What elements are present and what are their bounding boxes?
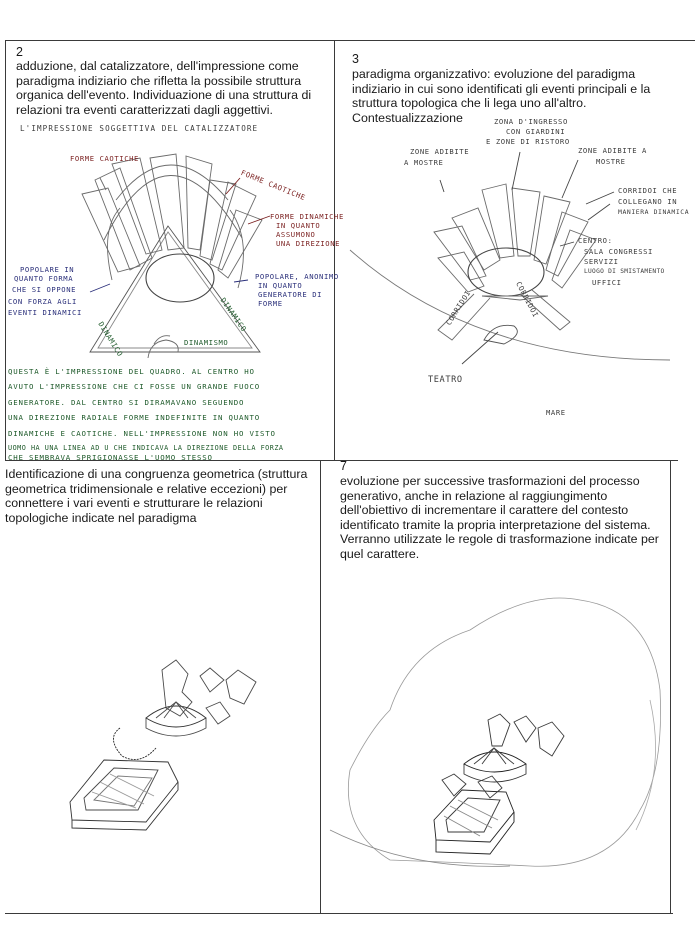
label-forme-dinamiche-2: IN QUANTO bbox=[276, 221, 321, 230]
label-centro-2: SALA CONGRESSI bbox=[584, 247, 653, 256]
label-zona-ingresso-3: E ZONE DI RISTORO bbox=[486, 137, 570, 146]
geometric-model-sketch bbox=[60, 652, 280, 852]
panel-description: paradigma organizzativo: evoluzione del paradigma indiziario in cui sono identificati gli eventi principali e la struttura topologica che li lega uno all'altro. Contestualizzazione bbox=[352, 67, 651, 125]
label-popolare-anonimo-4: FORME bbox=[258, 299, 283, 308]
label-popolare-forma-3: CHE SI OPPONE bbox=[12, 285, 77, 294]
label-mare: MARE bbox=[546, 408, 566, 417]
label-corridoi-right-3: MANIERA DINAMICA bbox=[618, 208, 690, 216]
label-corridoi-right-2: COLLEGANO IN bbox=[618, 197, 678, 206]
organization-sketch bbox=[334, 130, 694, 450]
label-dinamico-left: DINAMICO bbox=[96, 320, 125, 359]
label-dinamico-right: DINAMICO bbox=[218, 296, 249, 334]
grid-top-line bbox=[5, 40, 695, 41]
note-line: DINAMICHE E CAOTICHE. NELL'IMPRESSIONE NON HO VISTO bbox=[8, 428, 276, 438]
label-corridoi-left: CORRIDOI bbox=[444, 288, 473, 327]
note-line: CHE SEMBRAVA SPRIGIONASSE L'UOMO STESSO bbox=[8, 453, 213, 463]
grid-bottom-line bbox=[5, 913, 673, 914]
label-zone-mostre-right-2: MOSTRE bbox=[596, 157, 626, 166]
label-popolare-forma-5: EVENTI DINAMICI bbox=[8, 308, 82, 317]
label-centro-4: LUOGO DI SMISTAMENTO bbox=[584, 268, 665, 275]
label-zone-mostre-left-1: ZONE ADIBITE bbox=[410, 147, 470, 156]
label-zone-mostre-left-2: A MOSTRE bbox=[404, 158, 444, 167]
label-forme-caotiche-left: FORME CAOTICHE bbox=[70, 154, 139, 163]
sketch-title: L'IMPRESSIONE SOGGETTIVA DEL CATALIZZATORE bbox=[20, 124, 259, 133]
label-forme-dinamiche-1: FORME DINAMICHE bbox=[270, 212, 344, 221]
note-line: AVUTO L'IMPRESSIONE CHE CI FOSSE UN GRANDE FUOCO bbox=[8, 382, 260, 392]
label-dinamismo: DINAMISMO bbox=[184, 338, 229, 347]
label-zone-mostre-right-1: ZONE ADIBITE A bbox=[578, 146, 647, 155]
label-forme-dinamiche-4: UNA DIREZIONE bbox=[276, 239, 341, 248]
label-popolare-forma-1: POPOLARE IN bbox=[20, 265, 75, 274]
label-corridoi-center: CORRIDOI bbox=[514, 280, 541, 320]
panel-number: 3 bbox=[352, 52, 359, 66]
grid-right-line bbox=[670, 460, 671, 914]
label-zona-ingresso-1: ZONA D'INGRESSO bbox=[494, 117, 568, 126]
note-line: UNA DIREZIONE RADIALE FORME INDEFINITE IN QUANTO bbox=[8, 413, 260, 423]
panel-description: evoluzione per successive trasformazioni del processo generativo, anche in relazione al raggiungimento dell'obiettivo di incrementare il carattere del contesto identificato tramite la propria interpretazione del sistema. Verranno utilizzate le regole di trasformazione indicate per quel carattere. bbox=[340, 474, 659, 561]
label-corridoi-right-1: CORRIDOI CHE bbox=[618, 186, 678, 195]
label-popolare-anonimo-3: GENERATORE DI bbox=[258, 290, 323, 299]
label-popolare-forma-2: QUANTO FORMA bbox=[14, 274, 74, 283]
label-popolare-forma-4: CON FORZA AGLI bbox=[8, 297, 77, 306]
panel-description: adduzione, dal catalizzatore, dell'impressione come paradigma indiziario che rifletta la possibile struttura organica dell'evento. Individuazione di una struttura di relazioni tra eventi caratterizzati dagli aggettivi. bbox=[16, 59, 312, 117]
grid-vertical-divider-lower bbox=[320, 460, 321, 914]
label-zona-ingresso-2: CON GIARDINI bbox=[506, 127, 566, 136]
label-centro-3: SERVIZI bbox=[584, 257, 619, 266]
label-forme-dinamiche-3: ASSUMONO bbox=[276, 230, 316, 239]
note-line: UOMO HA UNA LINEA AD U CHE INDICAVA LA DIREZIONE DELLA FORZA bbox=[8, 444, 284, 453]
transformation-sketch bbox=[330, 570, 670, 870]
note-line: GENERATORE. DAL CENTRO SI DIRAMAVANO SEGUENDO bbox=[8, 397, 245, 407]
panel-number: 2 bbox=[16, 45, 23, 59]
label-centro-1: CENTRO: bbox=[578, 236, 613, 245]
label-popolare-anonimo-1: POPOLARE, ANONIMO bbox=[255, 272, 339, 281]
label-teatro: TEATRO bbox=[428, 375, 463, 385]
label-popolare-anonimo-2: IN QUANTO bbox=[258, 281, 303, 290]
panel-number: 7 bbox=[340, 459, 347, 473]
label-centro-5: UFFICI bbox=[592, 278, 622, 287]
label-forme-caotiche-right: FORME CAOTICHE bbox=[239, 168, 307, 203]
panel-description: Identificazione di una congruenza geometrica (struttura geometrica tridimensionale e relative eccezioni) per connettere i vari eventi e strutturare le relazioni topologiche indicate nel paradigma bbox=[5, 467, 308, 525]
note-line: QUESTA È L'IMPRESSIONE DEL QUADRO. AL CENTRO HO bbox=[8, 367, 255, 376]
handwritten-note bbox=[8, 364, 284, 472]
